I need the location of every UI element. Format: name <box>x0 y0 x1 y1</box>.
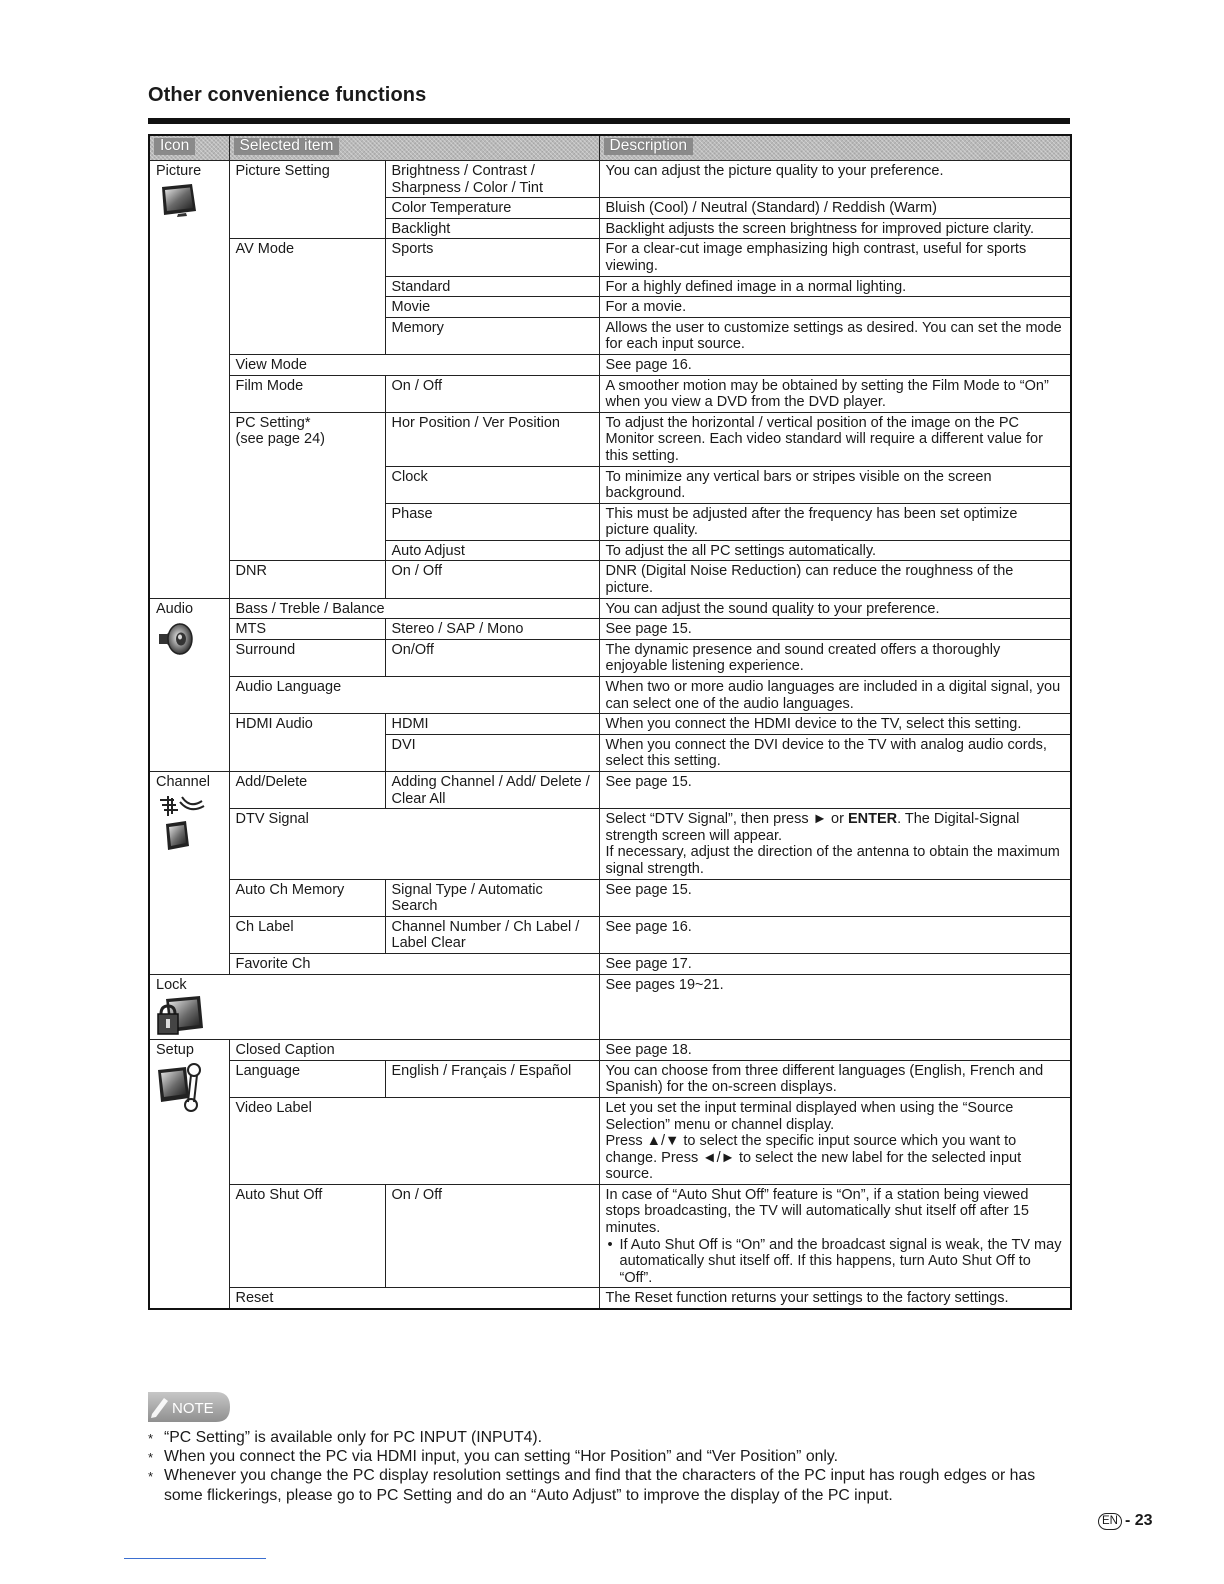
sub-item: Brightness / Contrast / Sharpness / Color / Tint <box>385 161 599 198</box>
item-bass-treble-balance: Bass / Treble / Balance <box>229 598 599 619</box>
description: Allows the user to customize settings as desired. You can set the mode for each input source. <box>599 317 1071 354</box>
table-row <box>149 1060 1071 1097</box>
note-pencil-icon <box>148 1392 230 1422</box>
description: Backlight adjusts the screen brightness for improved picture clarity. <box>599 218 1071 239</box>
item-dtv-signal: DTV Signal <box>229 809 599 879</box>
section-lock <box>149 974 599 1040</box>
description: See page 17. <box>599 953 1071 974</box>
table-row <box>149 161 1071 198</box>
item-ch-label: Ch Label <box>229 916 385 953</box>
sub-item: DVI <box>385 734 599 771</box>
description: This must be adjusted after the frequency has been set optimize picture quality. <box>599 503 1071 540</box>
title-rule <box>148 118 1070 124</box>
sub-item: Auto Adjust <box>385 540 599 561</box>
table-row <box>149 809 1071 879</box>
description: When two or more audio languages are included in a digital signal, you can select one of the audio languages. <box>599 677 1071 714</box>
description: You can adjust the picture quality to your preference. <box>599 161 1071 198</box>
item-pc-setting <box>229 412 385 561</box>
item-language: Language <box>229 1060 385 1097</box>
description: For a movie. <box>599 297 1071 318</box>
table-row <box>149 239 1071 276</box>
item-dnr: DNR <box>229 561 385 598</box>
section-label: Channel <box>156 774 211 790</box>
section-label: Setup <box>156 1042 194 1059</box>
table-row <box>149 1097 1071 1184</box>
item-surround: Surround <box>229 639 385 676</box>
sub-item: Adding Channel / Add/ Delete / Clear All <box>385 772 599 809</box>
item-reset: Reset <box>229 1288 599 1309</box>
description: You can choose from three different languages (English, French and Spanish) for the on-screen displays. <box>599 1060 1071 1097</box>
table-row <box>149 412 1071 466</box>
page-number-text: - 23 <box>1124 1512 1153 1529</box>
antenna-icon <box>156 794 208 854</box>
item-add-delete: Add/Delete <box>229 772 385 809</box>
description: See page 15. <box>599 772 1071 809</box>
table-row <box>149 1184 1071 1288</box>
item-video-label: Video Label <box>229 1097 599 1184</box>
sub-item: Standard <box>385 276 599 297</box>
table-row <box>149 561 1071 598</box>
item-view-mode: View Mode <box>229 354 599 375</box>
section-label: Audio <box>156 600 194 617</box>
item-favorite-ch: Favorite Ch <box>229 953 599 974</box>
sub-item: On/Off <box>385 639 599 676</box>
item-mts: MTS <box>229 619 385 640</box>
pc-setting-ref: (see page 24) <box>235 431 325 448</box>
description: See page 18. <box>599 1040 1071 1061</box>
table-row <box>149 639 1071 676</box>
description: See page 16. <box>599 354 1071 375</box>
item-hdmi-audio: HDMI Audio <box>229 714 385 772</box>
page-title: Other convenience functions <box>148 84 427 106</box>
description: See page 16. <box>599 916 1071 953</box>
sub-item: Clock <box>385 466 599 503</box>
description: To minimize any vertical bars or stripes visible on the screen background. <box>599 466 1071 503</box>
description: A smoother motion may be obtained by setting the Film Mode to “On” when you view a DVD from the DVD player. <box>599 375 1071 412</box>
sub-item: Phase <box>385 503 599 540</box>
language-badge: EN <box>1098 1513 1122 1530</box>
section-picture <box>149 161 229 599</box>
description: Let you set the input terminal displayed when using the “Source Selection” menu or channel display. Press ▲/▼ to select the specific input source which you want to change. Press ◄/► to select the new label for the selected input source. <box>599 1097 1071 1184</box>
lock-icon <box>156 996 204 1038</box>
description: For a highly defined image in a normal lighting. <box>599 276 1071 297</box>
footnote: * When you connect the PC via HDMI input, you can setting “Hor Position” and “Ver Position” only. <box>148 1447 1068 1466</box>
description: The Reset function returns your settings to the factory settings. <box>599 1288 1071 1309</box>
sub-item: Stereo / SAP / Mono <box>385 619 599 640</box>
description: Select “DTV Signal”, then press ► or ENTER. The Digital-Signal strength screen will appear. If necessary, adjust the direction of the antenna to obtain the maximum signal strength. <box>599 809 1071 879</box>
pc-setting-label: PC Setting* <box>235 414 311 431</box>
table-header-row <box>149 135 1071 161</box>
description: When you connect the HDMI device to the TV, select this setting. <box>599 714 1071 735</box>
table-row <box>149 598 1071 619</box>
header-description: Description <box>599 135 1071 161</box>
table-row <box>149 619 1071 640</box>
table-row <box>149 714 1071 735</box>
sub-item: On / Off <box>385 561 599 598</box>
description: See pages 19~21. <box>599 974 1071 1040</box>
description: For a clear-cut image emphasizing high contrast, useful for sports viewing. <box>599 239 1071 276</box>
bullet-item: • If Auto Shut Off is “On” and the broadcast signal is weak, the TV may automatically shut itself off. If this happens, turn Auto Shut Off to “Off”. <box>606 1237 1065 1287</box>
section-label: Lock <box>156 976 187 993</box>
table-row <box>149 953 1071 974</box>
item-auto-ch-memory: Auto Ch Memory <box>229 879 385 916</box>
table-row <box>149 1288 1071 1309</box>
section-audio <box>149 598 229 771</box>
section-label: Picture <box>156 163 202 179</box>
link-underline <box>124 1558 266 1559</box>
note-label: NOTE <box>172 1400 214 1417</box>
table-row <box>149 677 1071 714</box>
description: You can adjust the sound quality to your preference. <box>599 598 1071 619</box>
table-row <box>149 1040 1071 1061</box>
table-row <box>149 916 1071 953</box>
description: The dynamic presence and sound created offers a thoroughly enjoyable listening experience. <box>599 639 1071 676</box>
item-auto-shut-off: Auto Shut Off <box>229 1184 385 1288</box>
sub-item: Sports <box>385 239 599 276</box>
sub-item: On / Off <box>385 1184 599 1288</box>
sub-item: Signal Type / Automatic Search <box>385 879 599 916</box>
sub-item: English / Français / Español <box>385 1060 599 1097</box>
settings-table <box>148 134 1072 1310</box>
description: To adjust the all PC settings automatically. <box>599 540 1071 561</box>
speaker-icon <box>156 620 196 658</box>
item-audio-language: Audio Language <box>229 677 599 714</box>
header-icon: Icon <box>149 135 229 161</box>
footnote: * Whenever you change the PC display resolution settings and find that the characters of the PC input has rough edges or has some flickerings, please go to PC Setting and do an “Auto Adjust” to improve the display of the PC input. <box>148 1466 1068 1504</box>
item-picture-setting: Picture Setting <box>229 161 385 239</box>
sub-item: HDMI <box>385 714 599 735</box>
item-film-mode: Film Mode <box>229 375 385 412</box>
sub-item: On / Off <box>385 375 599 412</box>
description: See page 15. <box>599 879 1071 916</box>
setup-wrench-icon <box>156 1062 206 1112</box>
picture-icon <box>156 183 198 217</box>
note-badge <box>148 1392 230 1422</box>
item-av-mode: AV Mode <box>229 239 385 355</box>
table-row <box>149 375 1071 412</box>
sub-item: Channel Number / Ch Label / Label Clear <box>385 916 599 953</box>
enter-key-label: ENTER <box>847 811 898 828</box>
header-selected-item: Selected item <box>229 135 599 161</box>
description: When you connect the DVI device to the TV with analog audio cords, select this setting. <box>599 734 1071 771</box>
table-row <box>149 974 1071 1040</box>
table-row <box>149 879 1071 916</box>
section-channel <box>149 772 229 975</box>
sub-item: Color Temperature <box>385 198 599 219</box>
sub-item: Memory <box>385 317 599 354</box>
description: See page 15. <box>599 619 1071 640</box>
description: In case of “Auto Shut Off” feature is “On”, if a station being viewed stops broadcasting, the TV will automatically shut itself off after 15 minutes. • If Auto Shut Off is “On” and the broadcast signal is weak, the TV may automatically shut itself off. If this happens, turn Auto Shut Off to “Off”. <box>599 1184 1071 1288</box>
item-closed-caption: Closed Caption <box>229 1040 599 1061</box>
table-row <box>149 354 1071 375</box>
sub-item: Hor Position / Ver Position <box>385 412 599 466</box>
table-row <box>149 772 1071 809</box>
sub-item: Backlight <box>385 218 599 239</box>
description: DNR (Digital Noise Reduction) can reduce the roughness of the picture. <box>599 561 1071 598</box>
footnote-list <box>148 1428 1068 1505</box>
footnote: * “PC Setting” is available only for PC INPUT (INPUT4). <box>148 1428 1068 1447</box>
description: To adjust the horizontal / vertical position of the image on the PC Monitor screen. Each video standard will require a different value for this setting. <box>599 412 1071 466</box>
page-number <box>1098 1512 1153 1530</box>
description: Bluish (Cool) / Neutral (Standard) / Reddish (Warm) <box>599 198 1071 219</box>
section-setup <box>149 1040 229 1309</box>
sub-item: Movie <box>385 297 599 318</box>
